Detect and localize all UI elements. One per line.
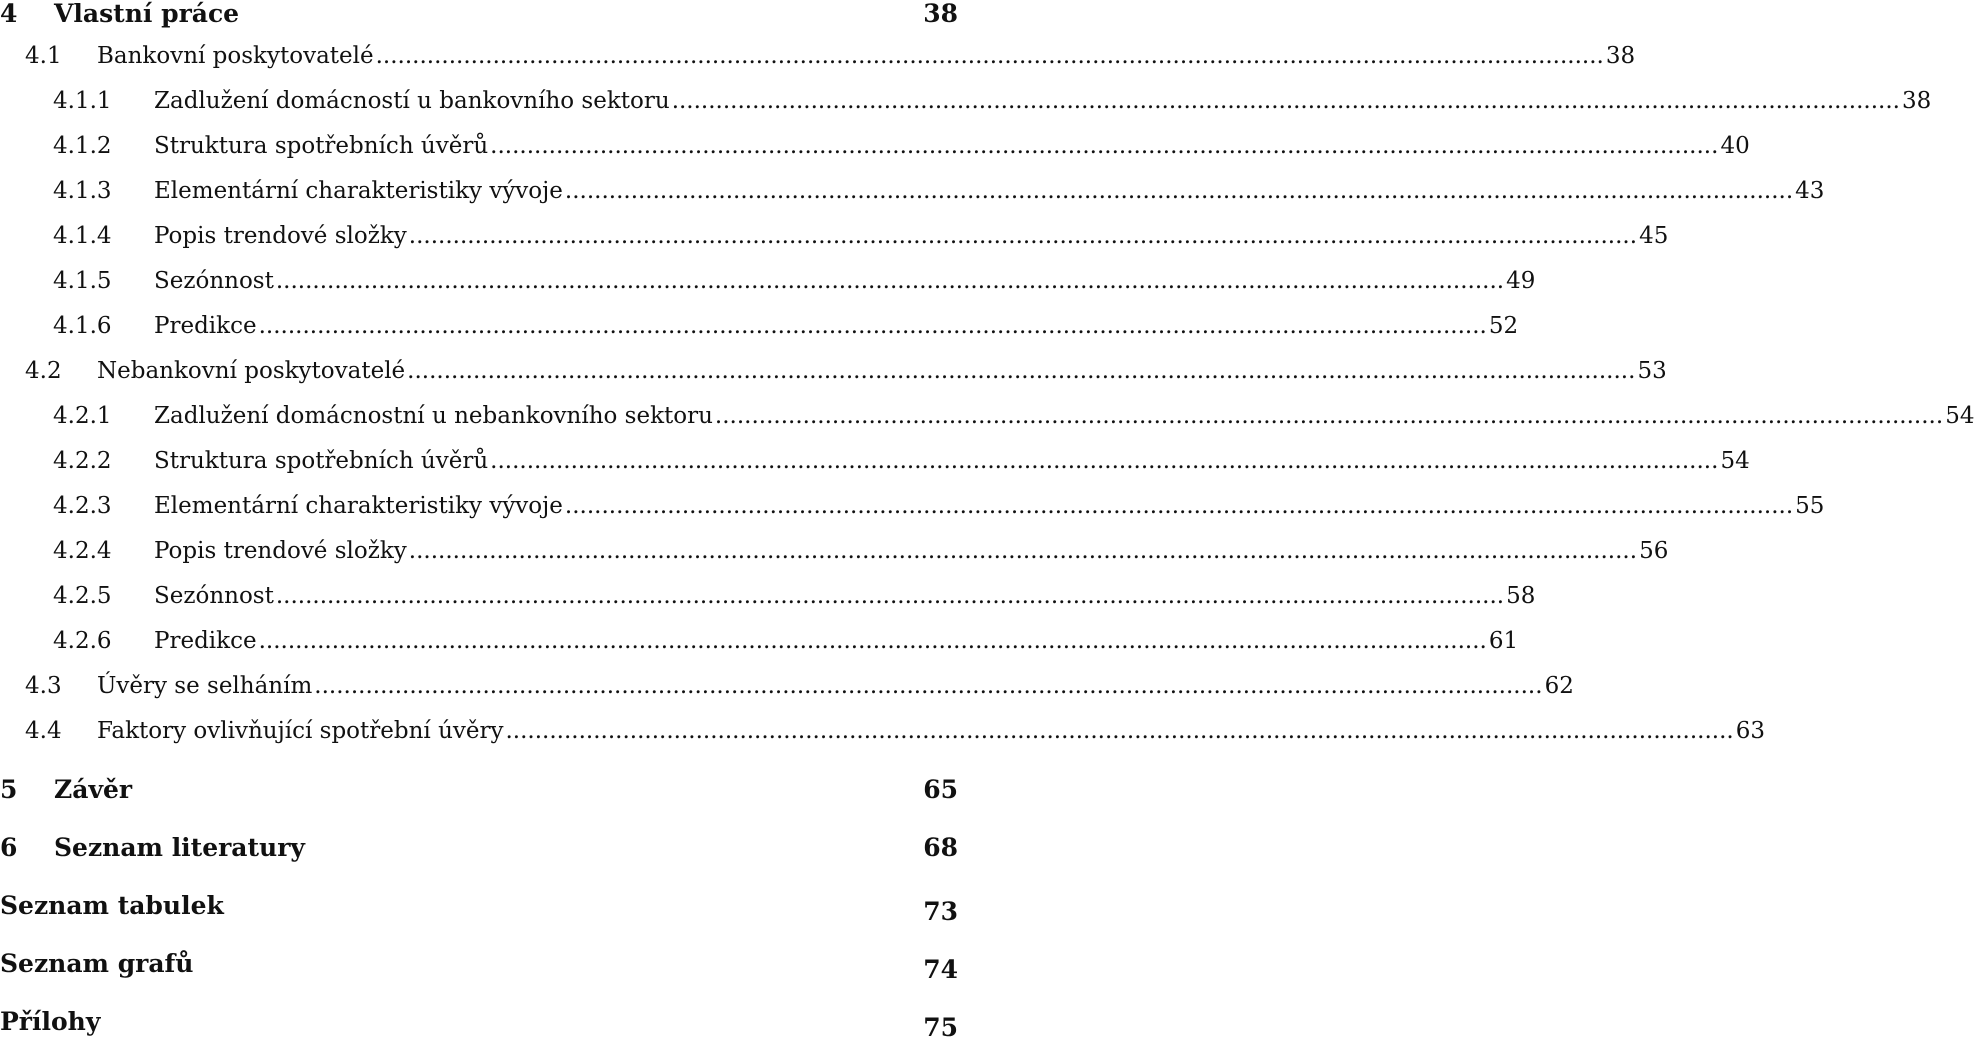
entry-title: Bankovní poskytovatelé	[97, 43, 374, 69]
dot-leader: ........................................................................................................................................................................	[564, 178, 1794, 204]
entry-page: 38	[1605, 43, 1636, 69]
entry-line	[97, 351, 1667, 391]
entry-title: Popis trendové složky	[154, 223, 407, 249]
entry-title: Zadlužení domácnostní u nebankovního sektoru	[154, 403, 713, 429]
entry-line	[154, 306, 1519, 346]
chapter-title: Vlastní práce	[54, 0, 240, 28]
entry-number: 4.2.6	[53, 628, 112, 654]
toc-entry[interactable]	[0, 666, 1574, 706]
chapter-title: Závěr	[54, 775, 133, 804]
entry-page: 38	[1901, 88, 1932, 114]
dot-leader: ........................................................................................................................................................................	[671, 88, 1900, 114]
toc-entry[interactable]	[0, 171, 1825, 211]
chapter-title: Seznam literatury	[54, 833, 305, 862]
dot-leader: ........................................................................................................................................................................	[490, 448, 1719, 474]
toc-entry[interactable]	[0, 216, 1669, 256]
dot-leader: ........................................................................................................................................................................	[408, 223, 1638, 249]
entry-number: 4.2.1	[53, 403, 112, 429]
toc-entry[interactable]	[0, 36, 1636, 76]
entry-line	[154, 171, 1825, 211]
entry-number: 4.1.3	[53, 178, 112, 204]
entry-page: 43	[1795, 178, 1825, 204]
entry-page: 63	[1735, 718, 1766, 744]
toc-entry[interactable]	[0, 126, 1750, 166]
entry-line	[97, 666, 1574, 706]
entry-page: 45	[1639, 223, 1669, 249]
entry-title: Struktura spotřebních úvěrů	[154, 133, 489, 159]
entry-page: 52	[1488, 313, 1519, 339]
entry-page: 55	[1795, 493, 1825, 519]
entry-line	[154, 216, 1669, 256]
chapter-page: 75	[923, 1013, 958, 1042]
dot-leader: ........................................................................................................................................................................	[408, 538, 1638, 564]
entry-number: 4.3	[25, 673, 62, 699]
toc-entry[interactable]	[0, 531, 1669, 571]
toc-entry[interactable]	[0, 81, 1932, 121]
entry-line	[154, 486, 1825, 526]
toc-entry[interactable]	[0, 306, 1519, 346]
toc-entry[interactable]	[0, 576, 1536, 616]
toc-entry[interactable]	[0, 486, 1825, 526]
entry-line	[154, 126, 1750, 166]
dot-leader: ........................................................................................................................................................................	[258, 313, 1487, 339]
entry-number: 4.2.2	[53, 448, 112, 474]
dot-leader: ........................................................................................................................................................................	[490, 133, 1719, 159]
entry-title: Faktory ovlivňující spotřební úvěry	[97, 718, 504, 744]
dot-leader: ........................................................................................................................................................................	[275, 268, 1505, 294]
entry-number: 4.2.3	[53, 493, 112, 519]
toc-chapter-5[interactable]	[0, 768, 960, 812]
entry-number: 4.1.1	[53, 88, 112, 114]
dot-leader: ........................................................................................................................................................................	[375, 43, 1604, 69]
entry-line	[154, 576, 1536, 616]
entry-title: Elementární charakteristiky vývoje	[154, 493, 563, 519]
entry-line	[154, 531, 1669, 571]
entry-page: 61	[1488, 628, 1519, 654]
entry-page: 54	[1720, 448, 1750, 474]
entry-line	[154, 396, 1974, 436]
entry-number: 4.1.5	[53, 268, 112, 294]
entry-page: 53	[1637, 358, 1667, 384]
dot-leader: ........................................................................................................................................................................	[714, 403, 1944, 429]
chapter-page: 38	[923, 0, 958, 28]
chapter-title: Seznam tabulek	[0, 891, 224, 920]
entry-title: Predikce	[154, 313, 257, 339]
toc-entry[interactable]	[0, 396, 1974, 436]
chapter-title: Přílohy	[0, 1007, 101, 1036]
entry-number: 4.4	[25, 718, 62, 744]
entry-title: Predikce	[154, 628, 257, 654]
dot-leader: ........................................................................................................................................................................	[258, 628, 1487, 654]
entry-title: Nebankovní poskytovatelé	[97, 358, 406, 384]
toc-entry[interactable]	[0, 351, 1667, 391]
entry-number: 4.1.2	[53, 133, 112, 159]
entry-number: 4.2.5	[53, 583, 112, 609]
toc-chapter-6[interactable]	[0, 826, 960, 870]
entry-line	[97, 711, 1766, 751]
chapter-number: 5	[0, 775, 18, 804]
dot-leader: ........................................................................................................................................................................	[407, 358, 1636, 384]
entry-line	[154, 621, 1519, 661]
chapter-number: 4	[0, 0, 18, 28]
entry-page: 62	[1544, 673, 1574, 699]
entry-number: 4.2	[25, 358, 62, 384]
toc-list-of-graphs[interactable]	[0, 942, 960, 986]
entry-title: Sezónnost	[154, 268, 274, 294]
dot-leader: ........................................................................................................................................................................	[505, 718, 1734, 744]
toc-entry[interactable]	[0, 711, 1766, 751]
entry-title: Elementární charakteristiky vývoje	[154, 178, 563, 204]
chapter-title: Seznam grafů	[0, 949, 194, 978]
chapter-number: 6	[0, 833, 18, 862]
entry-title: Popis trendové složky	[154, 538, 407, 564]
entry-number: 4.1	[25, 43, 62, 69]
entry-title: Sezónnost	[154, 583, 274, 609]
entry-page: 49	[1506, 268, 1536, 294]
entry-line	[154, 261, 1536, 301]
entry-page: 54	[1945, 403, 1974, 429]
entry-page: 40	[1720, 133, 1750, 159]
toc-appendices[interactable]	[0, 1000, 960, 1044]
entry-number: 4.1.6	[53, 313, 112, 339]
entry-number: 4.2.4	[53, 538, 112, 564]
dot-leader: ........................................................................................................................................................................	[275, 583, 1505, 609]
toc-entry[interactable]	[0, 621, 1519, 661]
entry-line	[97, 36, 1636, 76]
entry-line	[154, 81, 1932, 121]
dot-leader: ........................................................................................................................................................................	[314, 673, 1543, 699]
entry-title: Zadlužení domácností u bankovního sektoru	[154, 88, 670, 114]
chapter-page: 68	[923, 833, 958, 862]
entry-number: 4.1.4	[53, 223, 112, 249]
chapter-page: 74	[923, 955, 958, 984]
dot-leader: ........................................................................................................................................................................	[564, 493, 1794, 519]
chapter-page: 65	[923, 775, 958, 804]
chapter-page: 73	[923, 897, 958, 926]
toc-list-of-tables[interactable]	[0, 884, 960, 928]
entry-title: Úvěry se selháním	[97, 673, 313, 699]
entry-line	[154, 441, 1750, 481]
entry-page: 58	[1506, 583, 1536, 609]
entry-page: 56	[1639, 538, 1669, 564]
toc-entry[interactable]	[0, 261, 1536, 301]
entry-title: Struktura spotřebních úvěrů	[154, 448, 489, 474]
toc-entry[interactable]	[0, 441, 1750, 481]
toc-chapter-4[interactable]	[0, 0, 960, 36]
